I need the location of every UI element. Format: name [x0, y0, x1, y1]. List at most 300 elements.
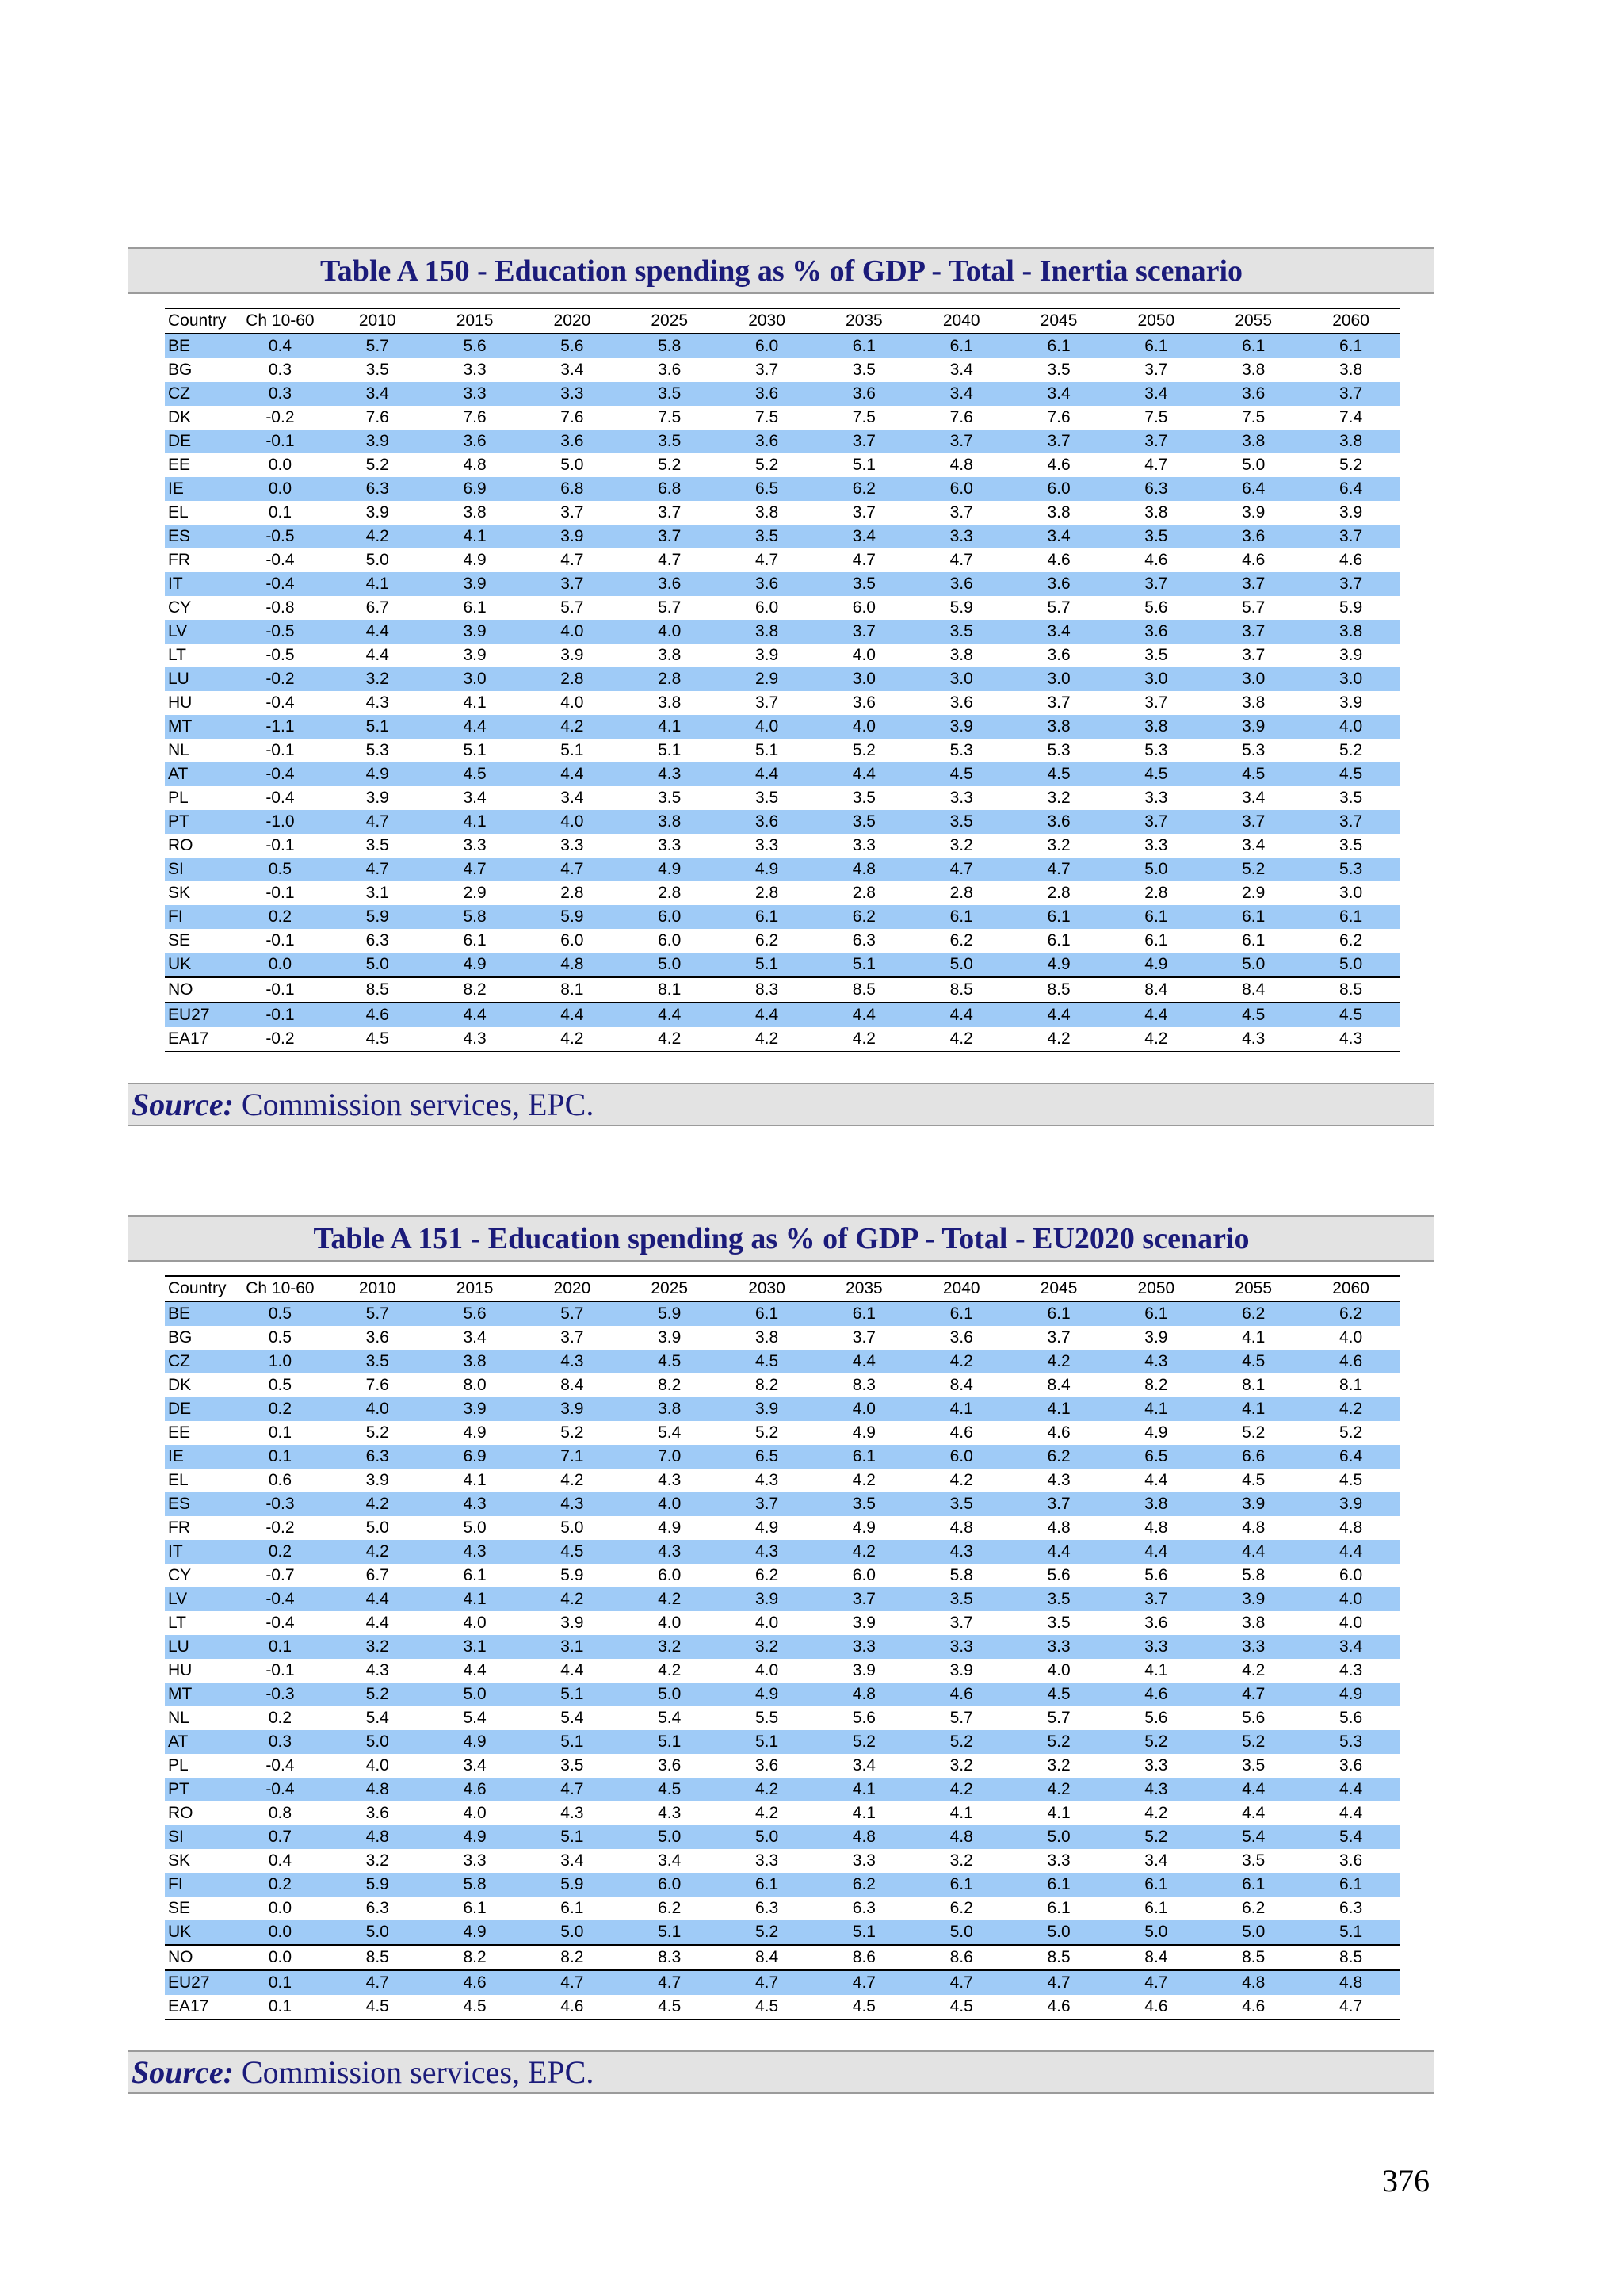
country-cell: MT	[165, 1683, 231, 1706]
value-cell: 2.8	[1144, 884, 1168, 902]
table-row	[165, 1801, 1400, 1825]
value-cell: 3.7	[1107, 1587, 1205, 1611]
column-header: 2030	[748, 311, 785, 330]
value-cell: 3.6	[718, 810, 815, 834]
value-cell: 5.1	[560, 741, 584, 759]
value-cell: 6.1	[718, 905, 815, 929]
table-row	[165, 881, 1400, 905]
value-cell: 3.4	[1010, 620, 1108, 644]
country-cell: BE	[165, 1301, 231, 1326]
value-cell: 3.7	[1302, 572, 1400, 596]
value-cell: 6.5	[1107, 1445, 1205, 1469]
value-cell: 3.9	[426, 1397, 524, 1421]
value-cell: 5.3	[1047, 741, 1071, 759]
value-cell: -0.3	[231, 1492, 329, 1516]
value-cell: -0.4	[231, 1587, 329, 1611]
table-row	[165, 1540, 1400, 1564]
value-cell: 8.5	[1338, 1948, 1363, 1966]
value-cell: 3.7	[1047, 693, 1071, 712]
table-row	[165, 1706, 1400, 1730]
value-cell: 3.5	[658, 789, 682, 807]
value-cell: 5.2	[852, 741, 876, 759]
value-cell: 5.3	[1302, 1730, 1400, 1754]
country-cell: SE	[168, 931, 191, 949]
value-cell: 3.8	[1047, 503, 1071, 521]
value-cell: -0.5	[231, 620, 329, 644]
value-cell: 4.5	[365, 1030, 389, 1048]
value-cell: 6.7	[365, 1566, 389, 1584]
country-cell: UK	[165, 953, 231, 977]
value-cell: 4.5	[949, 1997, 973, 2015]
country-cell: FI	[165, 1873, 231, 1897]
value-cell: 4.9	[1144, 1423, 1168, 1442]
value-cell: 5.0	[913, 1920, 1010, 1945]
column-header: 2010	[358, 1279, 396, 1297]
value-cell: 4.7	[560, 551, 584, 569]
value-cell: 4.4	[560, 1661, 584, 1679]
value-cell: 6.8	[523, 477, 621, 501]
value-cell: 6.3	[852, 1899, 876, 1917]
value-cell: 3.6	[949, 693, 973, 712]
value-cell: 3.7	[1107, 430, 1205, 453]
value-cell: -1.0	[231, 810, 329, 834]
value-cell: 6.9	[426, 477, 524, 501]
value-cell: 4.8	[1302, 1970, 1400, 1995]
value-cell: 4.0	[1338, 1328, 1363, 1347]
value-cell: 5.0	[365, 551, 389, 569]
value-cell: 6.2	[1338, 931, 1363, 949]
country-cell: AT	[165, 1730, 231, 1754]
value-cell: 3.3	[1205, 1635, 1302, 1659]
value-cell: 3.8	[1205, 430, 1302, 453]
value-cell: 4.5	[463, 1997, 487, 2015]
value-cell: 5.9	[621, 1301, 718, 1326]
country-cell: BG	[168, 1328, 193, 1347]
value-cell: 4.1	[329, 572, 426, 596]
value-cell: -0.2	[265, 1519, 295, 1537]
value-cell: 3.6	[1205, 382, 1302, 406]
value-cell: 6.3	[329, 1445, 426, 1469]
value-cell: 4.8	[1047, 1519, 1071, 1537]
value-cell: 0.2	[231, 1873, 329, 1897]
value-cell: 4.6	[1144, 1997, 1168, 2015]
value-cell: 5.1	[621, 1920, 718, 1945]
value-cell: 0.1	[231, 1970, 329, 1995]
value-cell: 3.6	[1010, 810, 1108, 834]
column-header: 2035	[846, 1279, 883, 1297]
value-cell: 4.9	[852, 1423, 876, 1442]
country-cell: RO	[168, 1804, 193, 1822]
value-cell: 5.0	[621, 953, 718, 977]
value-cell: 3.8	[718, 620, 815, 644]
value-cell: 3.7	[1205, 620, 1302, 644]
value-cell: 3.3	[463, 836, 487, 854]
value-cell: 4.6	[426, 1778, 524, 1801]
value-cell: 5.7	[560, 598, 584, 617]
value-cell: 4.7	[426, 858, 524, 881]
value-cell: 3.7	[1242, 646, 1266, 664]
value-cell: 5.7	[329, 334, 426, 358]
value-cell: -0.2	[265, 1030, 295, 1048]
value-cell: 4.0	[658, 1614, 682, 1632]
table-row	[165, 1730, 1400, 1754]
value-cell: 4.7	[1338, 1997, 1363, 2015]
value-cell: 3.9	[426, 620, 524, 644]
value-cell: 6.2	[1242, 1899, 1266, 1917]
value-cell: 8.5	[1338, 980, 1363, 999]
value-cell: 3.3	[1144, 836, 1168, 854]
value-cell: 8.1	[1242, 1376, 1266, 1394]
country-cell: HU	[168, 693, 193, 712]
value-cell: 7.1	[523, 1445, 621, 1469]
value-cell: 3.6	[523, 430, 621, 453]
value-cell: 3.0	[426, 667, 524, 691]
value-cell: 4.1	[1205, 1397, 1302, 1421]
value-cell: 8.2	[463, 980, 487, 999]
value-cell: 4.2	[1010, 1778, 1108, 1801]
value-cell: 5.7	[1047, 598, 1071, 617]
value-cell: 4.0	[523, 620, 621, 644]
value-cell: 3.5	[815, 810, 913, 834]
value-cell: 3.4	[1242, 836, 1266, 854]
value-cell: 3.8	[1242, 361, 1266, 379]
value-cell: 3.5	[1107, 525, 1205, 548]
country-cell: CY	[168, 1566, 192, 1584]
value-cell: 4.1	[463, 1471, 487, 1489]
value-cell: 3.8	[1242, 1614, 1266, 1632]
value-cell: 3.5	[1242, 1851, 1266, 1870]
value-cell: -0.2	[231, 667, 329, 691]
value-cell: 5.2	[815, 1730, 913, 1754]
value-cell: 4.2	[523, 1587, 621, 1611]
value-cell: 5.4	[365, 1709, 389, 1727]
value-cell: 4.4	[523, 762, 621, 786]
value-cell: 6.2	[1010, 1445, 1108, 1469]
value-cell: 8.5	[1047, 1948, 1071, 1966]
value-cell: 4.4	[523, 1003, 621, 1027]
table-row	[165, 1945, 1400, 1970]
value-cell: 4.5	[913, 762, 1010, 786]
value-cell: 5.4	[658, 1423, 682, 1442]
value-cell: 0.0	[231, 1920, 329, 1945]
value-cell: 3.5	[329, 1350, 426, 1373]
table-row	[165, 1825, 1400, 1849]
value-cell: 3.2	[329, 1635, 426, 1659]
value-cell: 3.7	[658, 503, 682, 521]
value-cell: -0.3	[231, 1683, 329, 1706]
value-cell: 3.7	[718, 1492, 815, 1516]
value-cell: 3.4	[1107, 382, 1205, 406]
value-cell: 3.2	[718, 1635, 815, 1659]
value-cell: 6.1	[1144, 931, 1168, 949]
value-cell: 3.7	[1010, 1492, 1108, 1516]
value-cell: 5.7	[329, 1301, 426, 1326]
value-cell: 4.7	[1010, 858, 1108, 881]
value-cell: 3.6	[1205, 525, 1302, 548]
table-row	[165, 1778, 1400, 1801]
value-cell: 4.1	[426, 1587, 524, 1611]
value-cell: 5.0	[621, 1825, 718, 1849]
value-cell: 5.8	[426, 1873, 524, 1897]
value-cell: -0.4	[231, 572, 329, 596]
country-cell: LT	[168, 1614, 186, 1632]
value-cell: 6.1	[1047, 1899, 1071, 1917]
value-cell: 4.2	[560, 1471, 584, 1489]
value-cell: 3.2	[949, 1756, 973, 1775]
value-cell: 4.1	[426, 525, 524, 548]
value-cell: 6.1	[913, 905, 1010, 929]
value-cell: 5.2	[365, 456, 389, 474]
table-row	[165, 1611, 1400, 1635]
value-cell: 3.3	[560, 836, 584, 854]
value-cell: 3.7	[523, 572, 621, 596]
value-cell: 6.5	[718, 477, 815, 501]
value-cell: -0.4	[265, 1614, 295, 1632]
value-cell: 4.9	[1302, 1683, 1400, 1706]
value-cell: 4.2	[329, 1492, 426, 1516]
value-cell: 6.1	[1010, 905, 1108, 929]
value-cell: 5.0	[523, 1920, 621, 1945]
value-cell: 4.8	[329, 1825, 426, 1849]
table-row	[165, 1754, 1400, 1778]
value-cell: 4.6	[329, 1003, 426, 1027]
value-cell: 4.6	[913, 1683, 1010, 1706]
country-cell: IE	[165, 477, 231, 501]
value-cell: 6.2	[815, 905, 913, 929]
country-cell: DK	[168, 408, 192, 426]
value-cell: 6.1	[1302, 905, 1400, 929]
value-cell: 3.9	[754, 646, 779, 664]
table-row	[165, 1003, 1400, 1027]
value-cell: 4.2	[913, 1350, 1010, 1373]
value-cell: 5.0	[560, 1519, 584, 1537]
value-cell: 2.8	[1047, 884, 1071, 902]
value-cell: 6.1	[463, 598, 487, 617]
value-cell: 3.9	[852, 1661, 876, 1679]
country-cell: IT	[165, 572, 231, 596]
value-cell: 2.9	[463, 884, 487, 902]
value-cell: 8.0	[463, 1376, 487, 1394]
value-cell: 4.7	[1144, 456, 1168, 474]
table-row	[165, 1326, 1400, 1350]
value-cell: 4.0	[754, 1614, 779, 1632]
value-cell: 4.3	[658, 1471, 682, 1489]
value-cell: -0.1	[231, 430, 329, 453]
country-cell: CZ	[165, 1350, 231, 1373]
value-cell: 4.0	[560, 693, 584, 712]
value-cell: 6.3	[365, 1899, 389, 1917]
table-row	[165, 786, 1400, 810]
value-cell: 3.8	[754, 503, 779, 521]
value-cell: 6.2	[754, 1566, 779, 1584]
value-cell: 5.8	[621, 334, 718, 358]
country-cell: IE	[165, 1445, 231, 1469]
value-cell: 3.6	[1047, 646, 1071, 664]
value-cell: 3.5	[852, 789, 876, 807]
value-cell: 6.4	[1302, 477, 1400, 501]
table-150-source-banner	[128, 1083, 1434, 1126]
table-row	[165, 430, 1400, 453]
value-cell: 5.0	[329, 1920, 426, 1945]
value-cell: 8.4	[754, 1948, 779, 1966]
value-cell: 3.5	[621, 382, 718, 406]
table-row	[165, 715, 1400, 739]
value-cell: 4.8	[913, 1825, 1010, 1849]
value-cell: 6.0	[658, 931, 682, 949]
value-cell: 3.7	[1107, 810, 1205, 834]
value-cell: 5.7	[1047, 1709, 1071, 1727]
value-cell: 3.3	[523, 382, 621, 406]
value-cell: 3.8	[1144, 503, 1168, 521]
value-cell: 4.3	[621, 762, 718, 786]
value-cell: 4.8	[463, 456, 487, 474]
value-cell: 3.9	[718, 1397, 815, 1421]
value-cell: 4.7	[329, 810, 426, 834]
value-cell: 3.3	[1144, 1756, 1168, 1775]
value-cell: 6.1	[560, 1899, 584, 1917]
country-cell: PL	[168, 789, 189, 807]
value-cell: 3.9	[1205, 1492, 1302, 1516]
value-cell: 3.6	[1338, 1851, 1363, 1870]
value-cell: 4.5	[426, 762, 524, 786]
value-cell: 5.6	[852, 1709, 876, 1727]
value-cell: 4.6	[1242, 1997, 1266, 2015]
value-cell: 4.2	[949, 1471, 973, 1489]
value-cell: 4.4	[1010, 1540, 1108, 1564]
value-cell: 4.5	[621, 1778, 718, 1801]
value-cell: 3.3	[658, 836, 682, 854]
table-150-title: Table A 150 - Education spending as % of GDP - Total - Inertia scenario	[319, 254, 1243, 288]
country-cell: FR	[168, 1519, 190, 1537]
value-cell: 3.7	[1205, 572, 1302, 596]
value-cell: 3.7	[815, 1587, 913, 1611]
value-cell: 7.6	[463, 408, 487, 426]
value-cell: 4.0	[1338, 1614, 1363, 1632]
value-cell: 0.2	[231, 1540, 329, 1564]
table-row	[165, 1970, 1400, 1995]
value-cell: 4.3	[1047, 1471, 1071, 1489]
value-cell: 5.0	[1107, 858, 1205, 881]
table-row	[165, 1421, 1400, 1445]
value-cell: 0.3	[231, 1730, 329, 1754]
value-cell: 3.2	[1047, 836, 1071, 854]
column-header: Ch 10-60	[246, 1279, 315, 1297]
value-cell: 3.9	[1338, 646, 1363, 664]
value-cell: 7.5	[852, 408, 876, 426]
value-cell: 5.2	[754, 1423, 779, 1442]
value-cell: 3.4	[913, 382, 1010, 406]
value-cell: 5.9	[329, 1873, 426, 1897]
value-cell: 5.2	[1205, 1730, 1302, 1754]
value-cell: 5.4	[560, 1709, 584, 1727]
value-cell: 5.6	[1144, 598, 1168, 617]
value-cell: 5.9	[949, 598, 973, 617]
value-cell: 4.2	[329, 525, 426, 548]
value-cell: 4.4	[1107, 1540, 1205, 1564]
value-cell: 6.2	[949, 931, 973, 949]
value-cell: 4.1	[852, 1804, 876, 1822]
value-cell: 5.8	[426, 905, 524, 929]
value-cell: 5.6	[1144, 1709, 1168, 1727]
value-cell: 4.1	[1047, 1804, 1071, 1822]
value-cell: 6.3	[365, 931, 389, 949]
value-cell: 3.4	[1144, 1851, 1168, 1870]
value-cell: -0.1	[265, 836, 295, 854]
value-cell: 4.8	[329, 1778, 426, 1801]
value-cell: 0.1	[231, 1635, 329, 1659]
value-cell: 3.0	[1107, 667, 1205, 691]
value-cell: 6.1	[913, 1301, 1010, 1326]
value-cell: 5.2	[1010, 1730, 1108, 1754]
value-cell: 0.3	[268, 361, 292, 379]
value-cell: 4.8	[815, 1683, 913, 1706]
value-cell: 3.5	[815, 1492, 913, 1516]
value-cell: 5.2	[1205, 858, 1302, 881]
table-row	[165, 620, 1400, 644]
column-header: 2060	[1332, 311, 1369, 330]
value-cell: 4.9	[718, 858, 815, 881]
value-cell: 6.1	[913, 334, 1010, 358]
table-row	[165, 1683, 1400, 1706]
value-cell: 3.4	[463, 789, 487, 807]
value-cell: 3.5	[365, 836, 389, 854]
value-cell: 4.5	[1107, 762, 1205, 786]
value-cell: 4.3	[365, 1661, 389, 1679]
value-cell: 4.5	[1010, 1683, 1108, 1706]
table-row	[165, 334, 1400, 358]
value-cell: 3.7	[621, 525, 718, 548]
value-cell: 3.1	[426, 1635, 524, 1659]
value-cell: 4.0	[463, 1614, 487, 1632]
value-cell: 0.6	[268, 1471, 292, 1489]
value-cell: 0.8	[268, 1804, 292, 1822]
table-row	[165, 1027, 1400, 1052]
value-cell: 4.4	[329, 1587, 426, 1611]
value-cell: 3.5	[1242, 1756, 1266, 1775]
value-cell: 6.0	[621, 1873, 718, 1897]
value-cell: 6.3	[1107, 477, 1205, 501]
value-cell: 4.3	[913, 1540, 1010, 1564]
country-cell: PL	[168, 1756, 189, 1775]
table-row	[165, 1397, 1400, 1421]
value-cell: -1.1	[231, 715, 329, 739]
value-cell: 3.6	[913, 572, 1010, 596]
value-cell: 3.9	[1144, 1328, 1168, 1347]
value-cell: 3.8	[1302, 430, 1400, 453]
value-cell: 5.0	[1010, 1920, 1108, 1945]
value-cell: 5.0	[621, 1683, 718, 1706]
table-row	[165, 1492, 1400, 1516]
value-cell: 5.6	[1144, 1566, 1168, 1584]
column-header: 2045	[1040, 1279, 1078, 1297]
table-row	[165, 929, 1400, 953]
value-cell: 3.7	[852, 1328, 876, 1347]
value-cell: 5.1	[658, 741, 682, 759]
value-cell: 3.2	[949, 1851, 973, 1870]
value-cell: 4.0	[852, 646, 876, 664]
value-cell: 5.7	[658, 598, 682, 617]
value-cell: 8.2	[1144, 1376, 1168, 1394]
value-cell: 4.9	[754, 1519, 779, 1537]
table-row	[165, 477, 1400, 501]
value-cell: 5.2	[754, 456, 779, 474]
value-cell: 3.5	[1338, 836, 1363, 854]
value-cell: 7.4	[1338, 408, 1363, 426]
value-cell: 3.9	[523, 1397, 621, 1421]
table-row	[165, 905, 1400, 929]
value-cell: 4.7	[913, 858, 1010, 881]
column-header: 2015	[456, 311, 494, 330]
